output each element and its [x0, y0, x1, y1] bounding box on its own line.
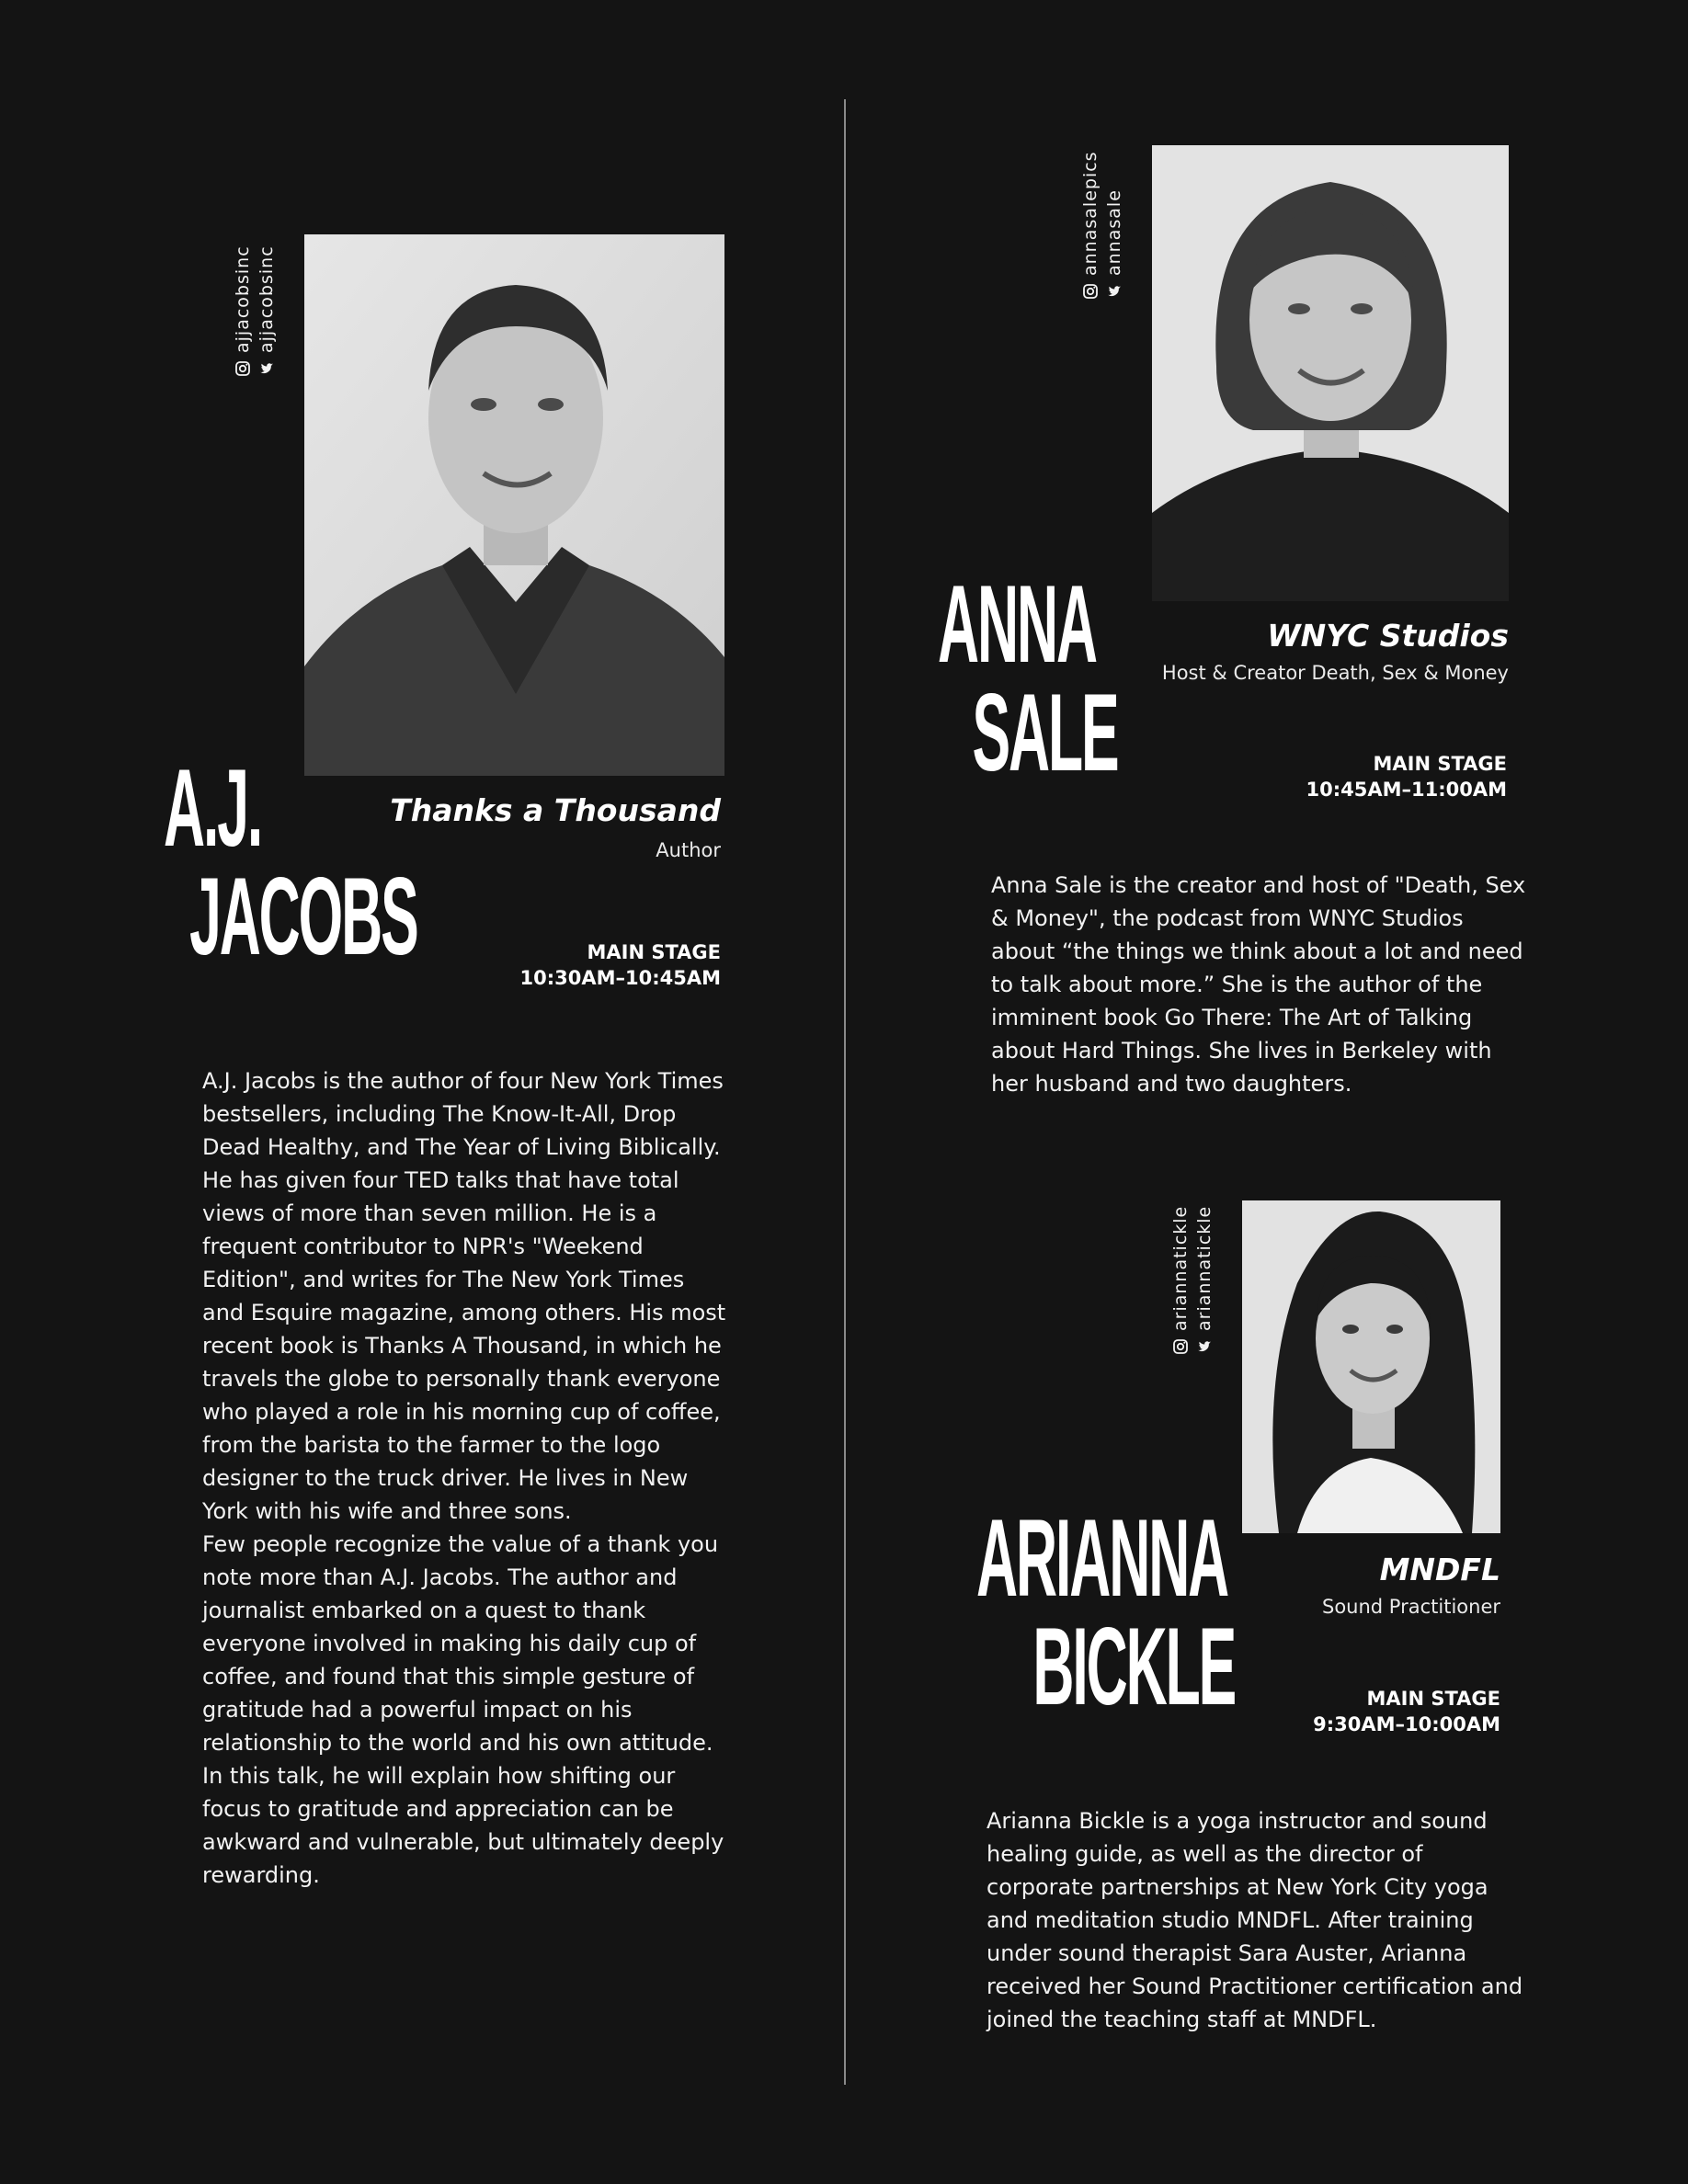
- speaker-bio-arianna-bickle: [987, 1804, 1529, 2036]
- social-handles-aj-jacobs: [231, 245, 279, 377]
- time-label: 10:30AM–10:45AM: [519, 967, 721, 989]
- speaker-org: Thanks a Thousand: [390, 792, 721, 828]
- twitter-handle[interactable]: ajjacobsinc: [257, 245, 277, 353]
- twitter-handle[interactable]: annasale: [1104, 189, 1124, 276]
- name-line2: JACOBS: [189, 855, 417, 978]
- speaker-name-anna-sale: [938, 563, 1118, 794]
- column-divider: [844, 99, 846, 2085]
- speaker-role: Host & Creator Death, Sex & Money: [1161, 662, 1509, 684]
- time-label: 10:45AM–11:00AM: [1306, 779, 1507, 801]
- time-label: 9:30AM–10:00AM: [1313, 1713, 1500, 1735]
- speaker-org: MNDFL: [1379, 1552, 1500, 1587]
- instagram-icon: [234, 360, 251, 377]
- bio-paragraph: Anna Sale is the creator and host of "Death, Sex & Money", the podcast from WNYC Studios about “the things we think about a lot and need to talk about more.” She is the author of the imminent book Go There: The Art of Talking about Hard Things. She lives in Berkeley with her husband and two daughters.: [991, 872, 1526, 1097]
- name-line1: ANNA: [938, 563, 1096, 686]
- instagram-handle[interactable]: annasalepics: [1080, 151, 1101, 276]
- speaker-bio-aj-jacobs: [202, 1064, 726, 1892]
- bio-paragraph: A.J. Jacobs is the author of four New York Times bestsellers, including The Know-It-All, Drop Dead Healthy, and The Year of Living Biblically. He has given four TED talks that have total views of more than seven million. He is a frequent contributor to NPR's "Weekend Edition", and writes for The New York Times and Esquire magazine, among others. His most recent book is Thanks A Thousand, in which he travels the globe to personally thank everyone who played a role in his morning cup of coffee, from the barista to the farmer to the logo designer to the truck driver. He lives in New York with his wife and three sons.: [202, 1068, 726, 1524]
- speaker-name-arianna-bickle: [976, 1496, 1236, 1728]
- name-line1: A.J.: [164, 746, 262, 870]
- speaker-photo-arianna-bickle: [1242, 1200, 1500, 1533]
- social-handles-arianna-bickle: [1169, 1206, 1216, 1355]
- name-line2: BICKLE: [1032, 1605, 1236, 1728]
- instagram-handle[interactable]: ariannatickle: [1170, 1205, 1191, 1331]
- instagram-icon: [1082, 283, 1099, 300]
- speaker-photo-aj-jacobs: [304, 234, 724, 776]
- stage-label: MAIN STAGE: [1366, 1688, 1500, 1710]
- stage-time-block: [520, 939, 722, 991]
- twitter-icon: [1196, 1338, 1213, 1355]
- stage-time-block: [1313, 1686, 1500, 1737]
- bio-paragraph: Arianna Bickle is a yoga instructor and sound healing guide, as well as the director of corporate partnerships at New York City yoga and meditation studio MNDFL. After training under sound therapist Sara Auster, Arianna received her Sound Practitioner certification and joined the teaching staff at MNDFL.: [987, 1808, 1523, 2032]
- bio-paragraph: Few people recognize the value of a thank you note more than A.J. Jacobs. The author and journalist embarked on a quest to thank everyone involved in making his daily cup of coffee, and found that this simple gesture of gratitude had a powerful impact on his relationship to the world and his own attitude. In this talk, he will explain how shifting our focus to gratitude and appreciation can be awkward and vulnerable, but ultimately deeply rewarding.: [202, 1531, 724, 1888]
- social-handles-anna-sale: [1078, 151, 1126, 300]
- name-line2: SALE: [972, 671, 1118, 794]
- speaker-photo-anna-sale: [1152, 145, 1509, 601]
- twitter-icon: [1106, 283, 1123, 300]
- twitter-handle[interactable]: ariannatickle: [1194, 1205, 1215, 1331]
- name-line1: ARIANNA: [976, 1496, 1228, 1620]
- speaker-role: Author: [656, 839, 721, 861]
- speaker-org: WNYC Studios: [1267, 618, 1509, 654]
- twitter-icon: [258, 360, 275, 377]
- stage-label: MAIN STAGE: [587, 941, 721, 963]
- speaker-role: Sound Practitioner: [1322, 1596, 1500, 1618]
- speaker-bio-anna-sale: [991, 869, 1529, 1100]
- stage-time-block: [1306, 751, 1508, 802]
- instagram-icon: [1172, 1338, 1189, 1355]
- stage-label: MAIN STAGE: [1373, 753, 1507, 775]
- instagram-handle[interactable]: ajjacobsinc: [233, 245, 253, 353]
- speaker-name-aj-jacobs: [164, 746, 417, 978]
